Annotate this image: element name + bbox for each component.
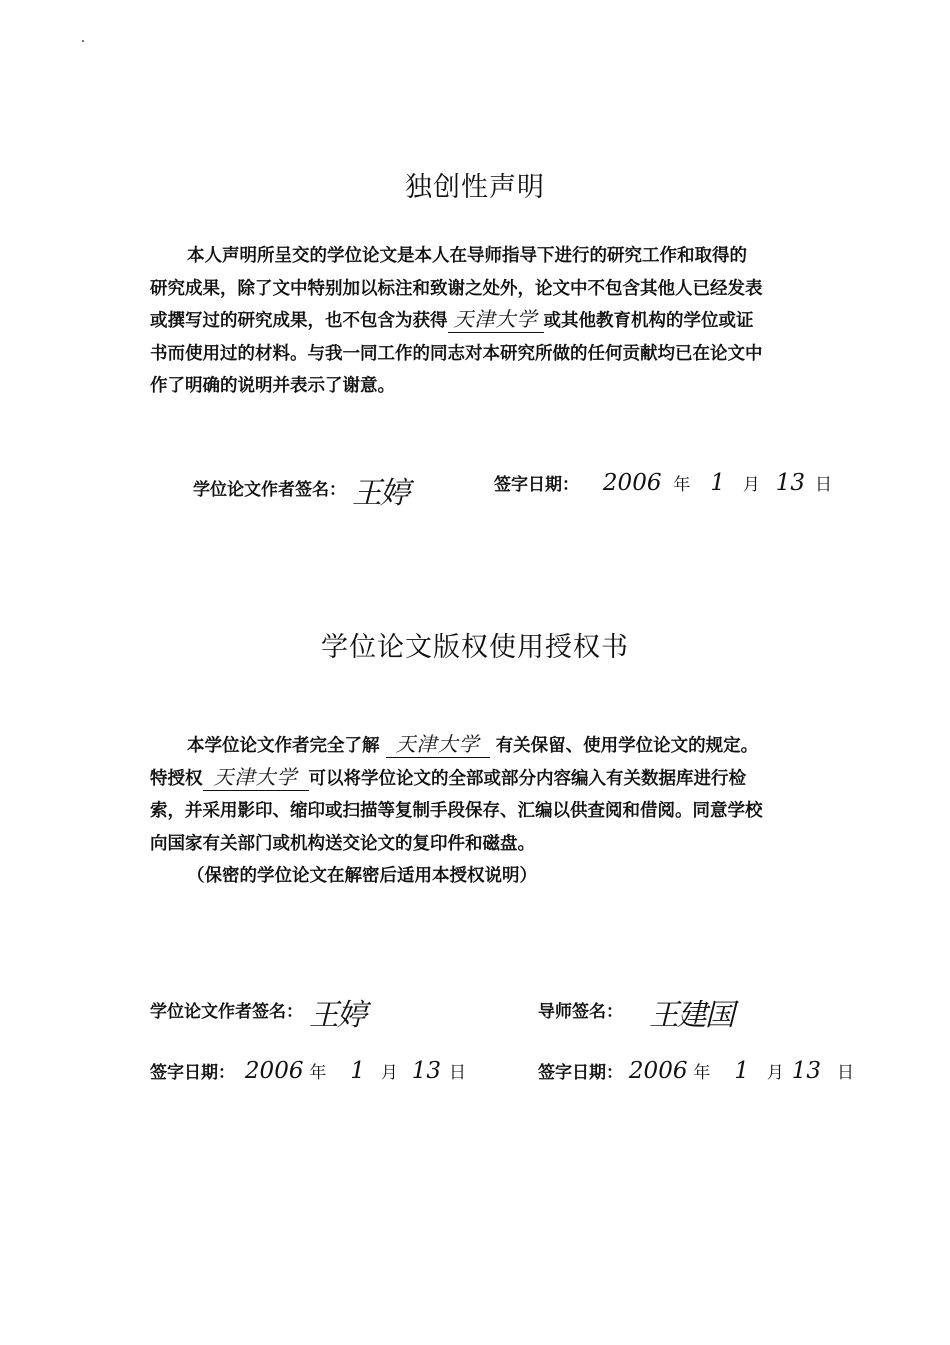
authorization-paragraph [150,730,830,893]
advisor-date-day: 13 [791,1058,822,1084]
authorization-line-2a: 特授权 [150,768,203,789]
day-unit: 日 [815,475,832,495]
date-month: 1 [710,470,725,496]
advisor-signature-label: 导师签名： [538,1002,623,1022]
university-blank-1: 天津大学 [386,731,490,758]
year-unit: 年 [693,1063,711,1083]
year-unit: 年 [673,475,691,495]
authorization-line-3: 索，并采用影印、缩印或扫描等复制手段保存、汇编以供查阅和借阅。同意学校 [150,801,763,821]
day-unit: 日 [837,1063,854,1083]
declaration-line-4: 书而使用过的材料。与我一同工作的同志对本研究所做的任何贡献均已在论文中 [150,343,763,364]
authorization-line-1a: 本学位论文作者完全了解 [187,736,380,756]
declaration-line-5: 作了明确的说明并表示了谢意。 [150,376,395,396]
scan-speck [82,40,84,42]
month-unit: 月 [380,1063,398,1083]
date-label: 签字日期： [150,1063,235,1083]
declaration-signature-row [193,468,408,512]
declaration-title: 独创性声明 [405,172,545,203]
authorization-author-signature-row [150,990,365,1034]
university-blank-2: 天津大学 [203,764,309,791]
author-signature: 王婷 [351,476,408,511]
month-unit: 月 [742,475,760,495]
authorization-line-2 [150,763,830,796]
advisor-signature: 王建国 [648,998,733,1033]
declaration-line-3 [150,305,830,338]
university-blank: 天津大学 [448,306,544,333]
date-label: 签字日期： [494,475,579,495]
authorization-line-1b: 有关保留、使用学位论文的规定。 [495,736,759,756]
declaration-line-3a: 或撰写过的研究成果，也不包含为获得 [150,311,448,331]
advisor-date-year: 2006 [628,1058,688,1084]
authorization-line-1 [150,730,830,763]
advisor-date-month: 1 [734,1058,749,1084]
author-date-day: 13 [411,1058,442,1084]
author-signature-label: 学位论文作者签名： [193,480,346,500]
year-unit: 年 [309,1063,327,1083]
authorization-line-5: （保密的学位论文在解密后适用本授权说明） [187,866,537,886]
declaration-line-2: 研究成果，除了文中特别加以标注和致谢之处外，论文中不包含其他人已经发表 [150,278,763,299]
declaration-paragraph [150,240,830,403]
authorization-line-4: 向国家有关部门或机构送交论文的复印件和磁盘。 [150,833,535,854]
date-label: 签字日期： [538,1063,623,1083]
authorization-line-2b: 可以将学位论文的全部或部分内容编入有关数据库进行检 [308,768,746,789]
date-day: 13 [775,470,806,496]
authorization-author-date-row [150,1058,466,1084]
author-signature: 王婷 [308,998,365,1033]
declaration-line-1: 本人声明所呈交的学位论文是本人在导师指导下进行的研究工作和取得的 [187,246,747,266]
month-unit: 月 [766,1063,784,1083]
day-unit: 日 [449,1063,466,1083]
author-date-year: 2006 [244,1058,304,1084]
author-signature-label: 学位论文作者签名： [150,1002,303,1022]
author-date-month: 1 [350,1058,365,1084]
advisor-signature-row [538,990,733,1034]
declaration-date-row [494,470,832,496]
date-year: 2006 [602,470,662,496]
advisor-date-row [538,1058,854,1084]
authorization-title: 学位论文版权使用授权书 [321,632,629,663]
declaration-line-3b: 或其他教育机构的学位或证 [543,311,754,331]
